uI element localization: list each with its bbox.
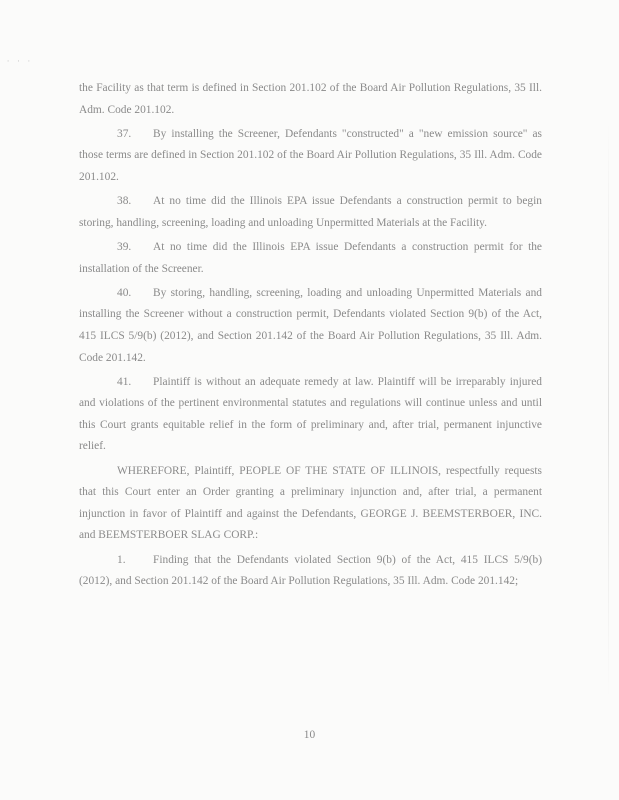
paragraph-text: At no time did the Illinois EPA issue Defendants a construction permit for the installation of the Screener. — [79, 240, 542, 275]
paragraph-text: At no time did the Illinois EPA issue Defendants a construction permit to begin storing, handling, screening, loading and unloading Unpermitted Materials at the Facility. — [79, 195, 542, 229]
paragraph-number: 1. — [117, 553, 126, 566]
paragraph-number: 40. — [117, 286, 132, 299]
paragraph-text: the Facility as that term is defined in Section 201.102 of the Board Air Pollution Regulations, 35 Ill. Adm. Code 201.102. — [79, 82, 542, 116]
paragraph-40 — [79, 283, 542, 369]
paragraph-38 — [79, 191, 542, 234]
paragraph-number: 41. — [117, 375, 132, 388]
document-body — [79, 78, 542, 595]
wherefore-clause — [79, 461, 542, 547]
paragraph-number: 38. — [117, 195, 132, 208]
paragraph-36-continued — [79, 78, 542, 121]
page-number: 10 — [303, 729, 316, 741]
paragraph-number: 37. — [117, 127, 132, 140]
paragraph-37 — [79, 124, 542, 189]
paragraph-number: 39. — [117, 240, 132, 253]
relief-item-1 — [79, 550, 542, 593]
paragraph-text: Finding that the Defendants violated Section 9(b) of the Act, 415 ILCS 5/9(b) (2012), and Section 201.142 of the Board Air Pollution Regulations, 35 Ill. Adm. Code 201.142; — [79, 553, 542, 588]
paragraph-41 — [79, 372, 542, 458]
scan-specks: · · · — [6, 58, 33, 66]
paragraph-text: By installing the Screener, Defendants "constructed" a "new emission source" as those terms are defined in Section 201.102 of the Board Air Pollution Regulations, 35 Ill. Adm. Code 201.102. — [79, 127, 542, 183]
paragraph-text: By storing, handling, screening, loading and unloading Unpermitted Materials and installing the Screener without a construction permit, Defendants violated Section 9(b) of the Act, 415 ILCS 5/9(b) (2012), and Section 201.142 of the Board Air Pollution Regulations, 35 Ill. Adm. Code 201.142. — [79, 286, 542, 364]
paragraph-text: Plaintiff is without an adequate remedy at law. Plaintiff will be irreparably injured and violations of the pertinent environmental statutes and regulations will continue unless and until this Court grants equitable relief in the form of preliminary and, after trial, permanent injunctive relief. — [79, 375, 542, 453]
paragraph-text: WHEREFORE, Plaintiff, PEOPLE OF THE STATE OF ILLINOIS, respectfully requests that this Court enter an Order granting a preliminary injunction and, after trial, a permanent injunction in favor of Plaintiff and against the Defendants, GEORGE J. BEEMSTERBOER, INC. and BEEMSTERBOER SLAG CORP.: — [79, 464, 542, 542]
paragraph-39 — [79, 237, 542, 280]
